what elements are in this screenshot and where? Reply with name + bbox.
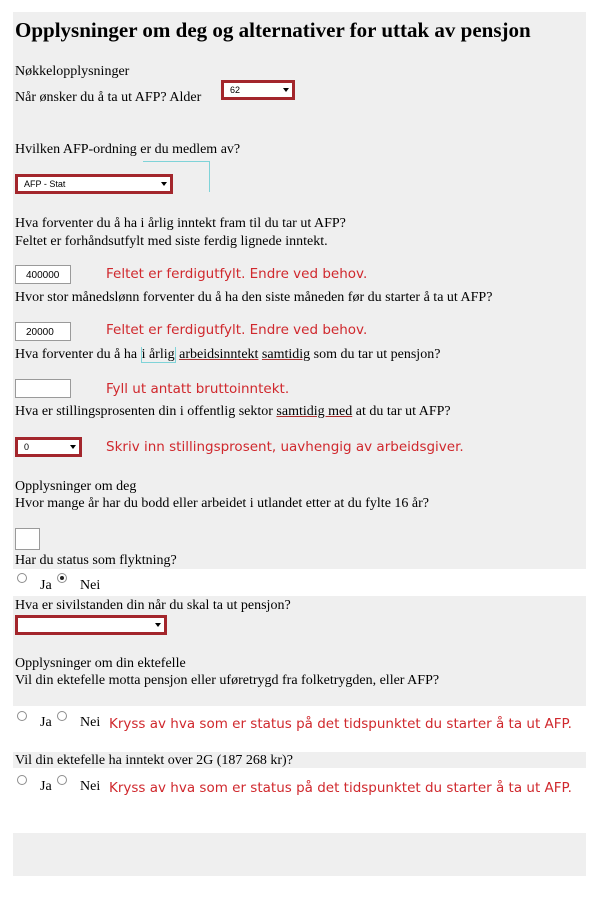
form-panel-footer [13, 833, 586, 876]
spouse-pension-no-label: Nei [80, 715, 101, 730]
spouse-pension-yes-label: Ja [40, 715, 52, 730]
chevron-down-icon [161, 182, 167, 186]
afp-age-label: Når ønsker du å ta ut AFP? Alder [15, 90, 202, 105]
spouse-pension-note: Kryss av hva som er status på det tidspunktet du starter å ta ut AFP. [109, 716, 572, 732]
spouse-income-note: Kryss av hva som er status på det tidspunktet du starter å ta ut AFP. [109, 780, 572, 796]
position-percent-value: 0 [24, 442, 30, 452]
refugee-no-radio[interactable] [57, 573, 67, 583]
refugee-yes-radio[interactable] [17, 573, 27, 583]
afp-scheme-label: Hvilken AFP-ordning er du medlem av? [15, 142, 241, 157]
position-percent-label-end: at du tar ut AFP? [352, 404, 451, 419]
afp-scheme-value: AFP - Stat [24, 179, 66, 189]
work-income-label-u3: samtidig [261, 347, 311, 362]
about-you-heading: Opplysninger om deg [15, 479, 137, 494]
chevron-down-icon [155, 623, 161, 627]
page-title: Opplysninger om deg og alternativer for uttak av pensjon [15, 18, 531, 42]
position-percent-label [15, 403, 451, 420]
spouse-income-label: Vil din ektefelle ha inntekt over 2G (187 268 kr)? [15, 753, 293, 768]
income-before-input[interactable]: 400000 [15, 265, 71, 284]
refugee-yes-label: Ja [40, 578, 52, 593]
chevron-down-icon [283, 88, 289, 92]
spouse-heading: Opplysninger om din ektefelle [15, 656, 186, 671]
work-income-label [15, 346, 440, 363]
spouse-income-yes-label: Ja [40, 779, 52, 794]
monthly-salary-input[interactable]: 20000 [15, 322, 71, 341]
spouse-income-yes-radio[interactable] [17, 775, 27, 785]
refugee-label: Har du status som flyktning? [15, 553, 177, 568]
position-percent-label-u: samtidig med [276, 404, 353, 419]
income-before-note: Feltet er ferdigutfylt. Endre ved behov. [106, 266, 368, 282]
monthly-salary-note: Feltet er ferdigutfylt. Endre ved behov. [106, 322, 368, 338]
abroad-years-input[interactable] [15, 528, 40, 550]
spouse-pension-label: Vil din ektefelle motta pensjon eller uføretrygd fra folketrygden, eller AFP? [15, 673, 440, 688]
work-income-input[interactable] [15, 379, 71, 398]
spouse-pension-no-radio[interactable] [57, 711, 67, 721]
work-income-label-u1: i årlig [141, 347, 175, 362]
marital-status-label: Hva er sivilstanden din når du skal ta ut pensjon? [15, 598, 291, 613]
income-before-hint: Feltet er forhåndsutfylt med siste ferdig lignede inntekt. [15, 234, 328, 249]
position-percent-label-start: Hva er stillingsprosenten din i offentlig sektor [15, 404, 277, 419]
afp-age-value: 62 [230, 85, 241, 95]
spouse-pension-yes-radio[interactable] [17, 711, 27, 721]
spouse-income-no-label: Nei [80, 779, 101, 794]
income-before-label: Hva forventer du å ha i årlig inntekt fram til du tar ut AFP? [15, 216, 346, 231]
work-income-label-u2: arbeidsinntekt [179, 347, 259, 362]
chevron-down-icon [70, 445, 76, 449]
position-percent-select[interactable] [15, 437, 82, 457]
work-income-note: Fyll ut antatt bruttoinntekt. [106, 381, 290, 397]
afp-age-select[interactable] [221, 80, 295, 100]
work-income-label-start: Hva forventer du å ha [15, 347, 141, 362]
refugee-no-label: Nei [80, 578, 101, 593]
position-percent-note: Skriv inn stillingsprosent, uavhengig av arbeidsgiver. [106, 439, 464, 455]
afp-scheme-select[interactable] [15, 174, 173, 194]
spouse-income-no-radio[interactable] [57, 775, 67, 785]
marital-status-select[interactable] [15, 615, 167, 635]
work-income-label-end: som du tar ut pensjon? [310, 347, 441, 362]
monthly-salary-label: Hvor stor månedslønn forventer du å ha den siste måneden før du starter å ta ut AFP? [15, 290, 493, 305]
abroad-years-label: Hvor mange år har du bodd eller arbeidet i utlandet etter at du fylte 16 år? [15, 496, 429, 511]
key-info-heading: Nøkkelopplysninger [15, 64, 130, 79]
